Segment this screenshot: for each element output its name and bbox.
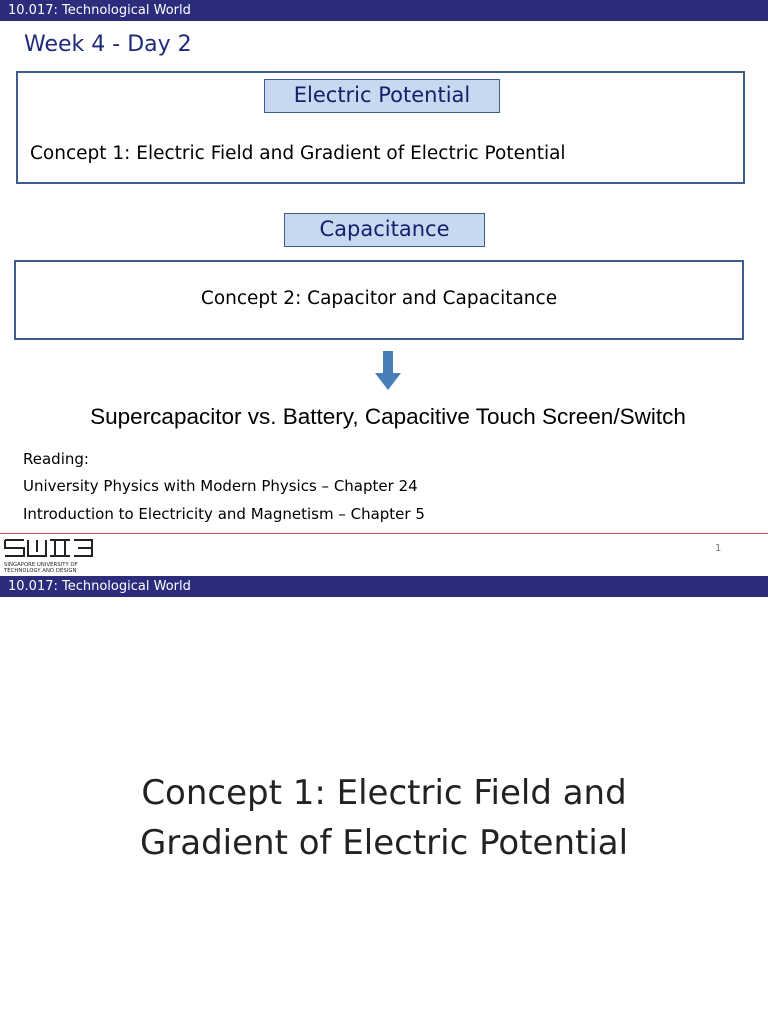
footer-divider: [0, 533, 768, 534]
page-number: 1: [715, 543, 722, 554]
week-title: Week 4 - Day 2: [24, 32, 192, 57]
slide-2: [0, 576, 768, 1024]
topic-electric-potential-label: Electric Potential: [264, 79, 500, 113]
down-arrow-icon: [374, 351, 402, 391]
concept-1-text: Concept 1: Electric Field and Gradient of Electric Potential: [30, 143, 566, 164]
slide-title-line: Gradient of Electric Potential: [139, 823, 629, 863]
reading-item: University Physics with Modern Physics – Chapter 24: [23, 477, 418, 495]
header-bar: 10.017: Technological World: [0, 576, 768, 597]
logo-caption: SINGAPORE UNIVERSITY OF: [4, 562, 78, 568]
reading-item: Introduction to Electricity and Magnetism – Chapter 5: [23, 505, 425, 523]
header-bar: 10.017: Technological World: [0, 0, 768, 21]
reading-heading: Reading:: [23, 450, 89, 468]
topic-capacitance-label: Capacitance: [284, 213, 485, 247]
concept-2-text: Concept 2: Capacitor and Capacitance: [200, 288, 558, 309]
slide-title-line: Concept 1: Electric Field and: [141, 773, 627, 813]
slide-title: [0, 768, 768, 868]
logo-caption: TECHNOLOGY AND DESIGN: [4, 568, 77, 574]
applications-text: Supercapacitor vs. Battery, Capacitive Touch Screen/Switch: [90, 404, 686, 429]
